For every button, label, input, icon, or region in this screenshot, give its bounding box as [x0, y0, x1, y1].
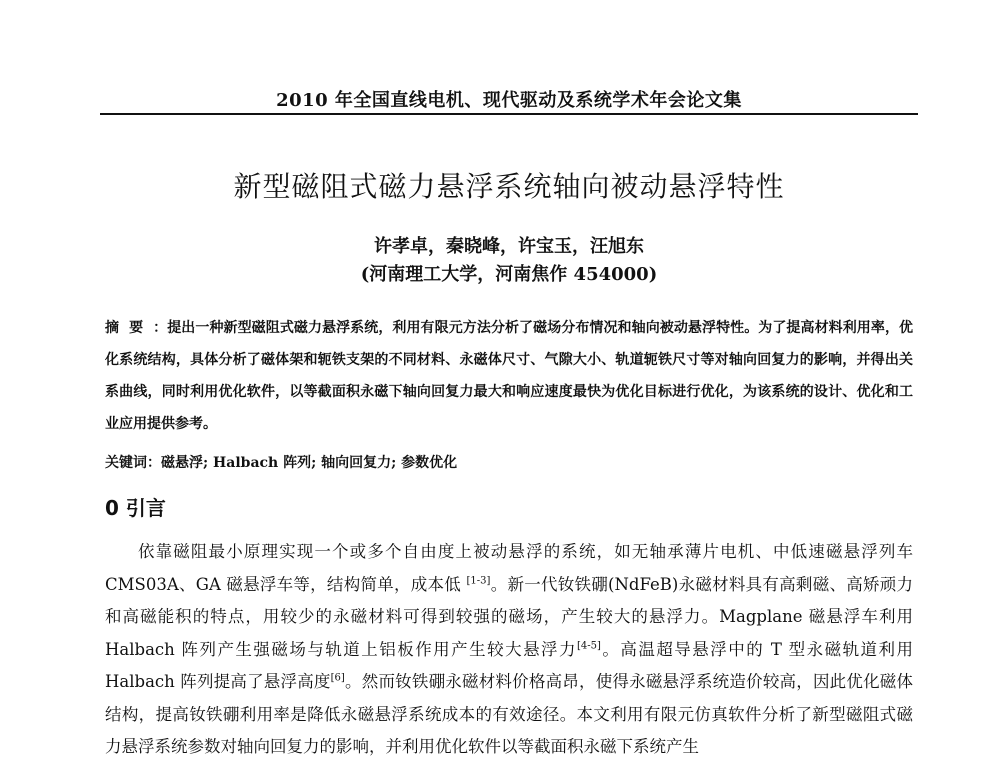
header-rule: [100, 113, 918, 115]
body-text-4: 。然而钕铁硼永磁材料价格高昂，使得永磁悬浮系统造价较高，因此优化磁体结构，提高钕铁硼利用率是降低永磁悬浮系统成本的有效途径。本文利用有限元仿真软件分析了新型磁阻式磁力悬浮系统参数对轴向回复力的影响，并利用优化软件以等截面积永磁下系统产生: [105, 672, 914, 756]
body-paragraph: [105, 536, 913, 764]
paper-affiliation: (河南理工大学，河南焦作 454000): [360, 264, 658, 285]
abstract-text: 提出一种新型磁阻式磁力悬浮系统，利用有限元方法分析了磁场分布情况和轴向被动悬浮特性。为了提高材料利用率，优化系统结构，具体分析了磁体架和轭铁支架的不同材料、永磁体尺寸、气隙大小、轨道轭铁尺寸等对轴向回复力的影响，并得出关系曲线，同时利用优化软件，以等截面积永磁下轴向回复力最大和响应速度最快为优化目标进行优化，为该系统的设计、优化和工业应用提供参考。: [105, 320, 914, 432]
keywords-label: 关键词：: [105, 455, 161, 471]
citation-2: [4-5]: [577, 640, 601, 651]
abstract-colon: ：: [153, 320, 168, 336]
running-header: 2010 年全国直线电机、现代驱动及系统学术年会论文集: [276, 90, 742, 111]
citation-1: [1-3]: [466, 575, 491, 586]
body-text-2: 。新一代钕铁硼(NdFeB)永磁材料具有高剩磁、高矫顽力和高磁能积的特点，用较少的永磁材料可得到较强的磁场，产生较大的悬浮力。Magplane 磁悬浮车利用 Halbach 阵列产生强磁场与轨道上铝板作用产生较大悬浮力: [105, 574, 913, 659]
abstract-label: 摘要: [105, 320, 154, 336]
paper-title: 新型磁阻式磁力悬浮系统轴向被动悬浮特性: [233, 170, 785, 203]
keywords: [105, 451, 913, 475]
keywords-text: 磁悬浮; Halbach 阵列; 轴向回复力; 参数优化: [161, 455, 458, 471]
body-text-1: 依靠磁阻最小原理实现一个或多个自由度上被动悬浮的系统，如无轴承薄片电机、中低速磁悬浮列车 CMS03A、GA 磁悬浮车等，结构简单，成本低: [105, 542, 913, 594]
citation-3: [6]: [330, 672, 345, 684]
paper-authors: 许孝卓，秦晓峰，许宝玉，汪旭东: [374, 236, 644, 257]
body-text-3: 。高温超导悬浮中的 T 型永磁轨道利用 Halbach 阵列提高了悬浮高度: [105, 639, 913, 691]
section-heading: 0 引言: [105, 496, 166, 520]
abstract: [105, 312, 913, 440]
